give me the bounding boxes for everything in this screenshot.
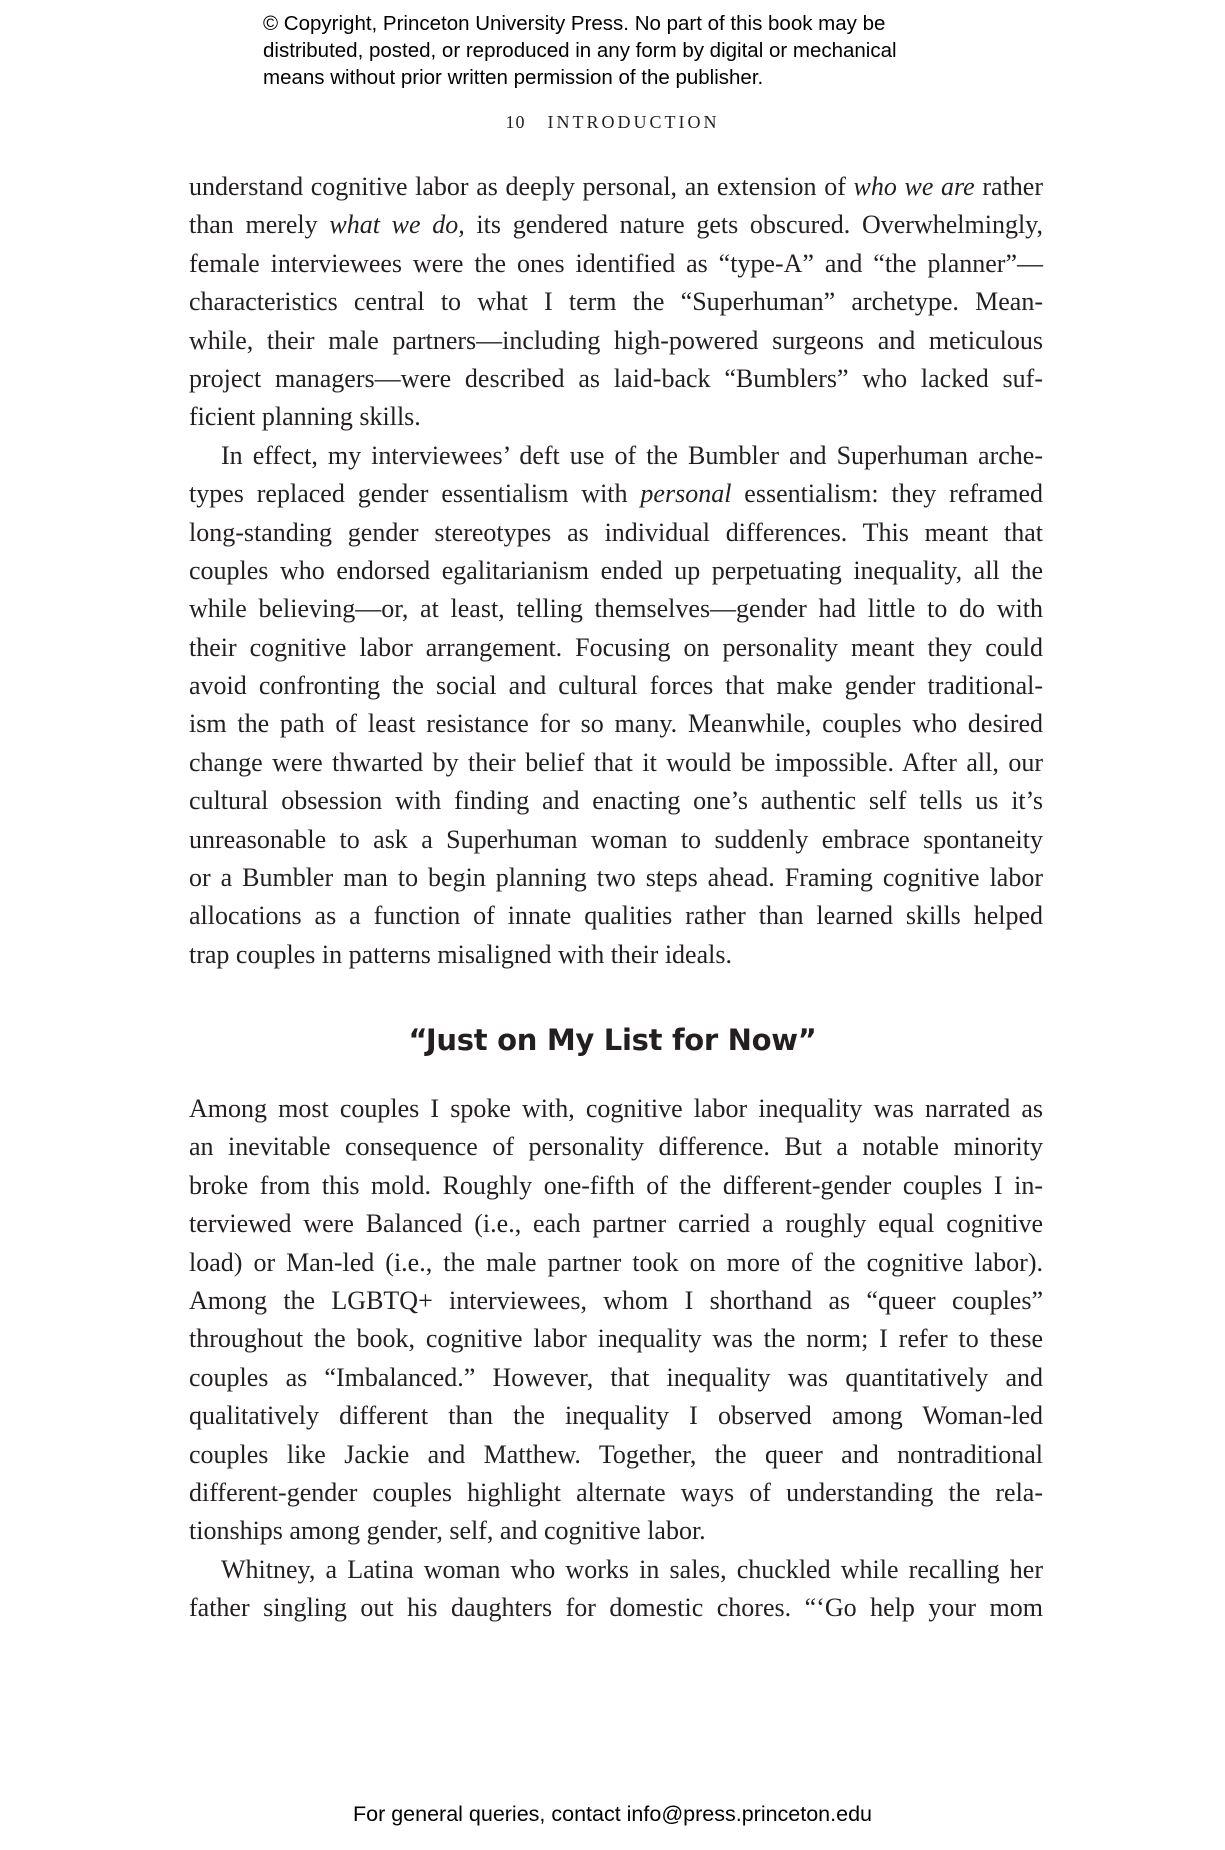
text-line: In effect, my interviewees’ deft use of the Bumbler and Superhuman arche- — [221, 440, 1043, 470]
page-number: 10 — [505, 112, 526, 132]
copyright-line: means without prior written permission of the publisher. — [263, 66, 764, 89]
text-line: different-gender couples highlight alternate ways of understanding the rela- — [189, 1477, 1043, 1507]
text-line: qualitatively different than the inequality I observed among Woman-led — [189, 1401, 1043, 1431]
copyright-line: distributed, posted, or reproduced in any form by digital or mechanical — [263, 39, 897, 62]
text-line: throughout the book, cognitive labor inequality was the norm; I refer to these — [189, 1324, 1043, 1354]
section-heading: “Just on My List for Now” — [408, 1023, 817, 1057]
paragraph — [189, 1551, 1043, 1628]
text-line: couples who endorsed egalitarianism ended up perpetuating inequality, all the — [189, 555, 1043, 585]
text-line: father singling out his daughters for domestic chores. “‘Go help your mom — [189, 1593, 1043, 1623]
text-line: or a Bumbler man to begin planning two steps ahead. Framing cognitive labor — [189, 863, 1043, 893]
copyright-line: © Copyright, Princeton University Press. No part of this book may be — [263, 12, 886, 35]
body-text-top — [189, 168, 1043, 974]
text-line: female interviewees were the ones identified as “type-A” and “the planner”— — [189, 248, 1043, 278]
text-line: avoid confronting the social and cultural forces that make gender traditional- — [189, 671, 1043, 701]
text-line: tionships among gender, self, and cognitive labor. — [189, 1516, 706, 1546]
text-line: while believing—or, at least, telling themselves—gender had little to do with — [189, 594, 1043, 624]
text-line: ficient planning skills. — [189, 402, 421, 432]
text-line: than merely what we do, its gendered nature gets obscured. Overwhelmingly, — [189, 210, 1043, 240]
copyright-notice — [263, 10, 983, 91]
paragraph — [189, 168, 1043, 437]
footer-contact: For general queries, contact info@press.princeton.edu — [352, 1802, 872, 1826]
text-line: allocations as a function of innate qualities rather than learned skills helped — [189, 901, 1043, 931]
text-line: Among most couples I spoke with, cognitive labor inequality was narrated as — [189, 1094, 1043, 1123]
text-line: broke from this mold. Roughly one-fifth of the different-gender couples I in- — [189, 1170, 1043, 1200]
paragraph — [189, 1090, 1043, 1551]
text-line: change were thwarted by their belief that it would be impossible. After all, our — [189, 747, 1043, 777]
paragraph — [189, 437, 1043, 974]
running-head — [0, 112, 1225, 133]
text-line: their cognitive labor arrangement. Focusing on personality meant they could — [189, 632, 1043, 662]
text-line: project managers—were described as laid-back “Bumblers” who lacked suf- — [189, 363, 1043, 393]
text-line: unreasonable to ask a Superhuman woman to suddenly embrace spontaneity — [189, 824, 1043, 854]
body-text-bottom — [189, 1090, 1043, 1627]
running-head-title: INTRODUCTION — [547, 112, 720, 132]
text-line: an inevitable consequence of personality difference. But a notable minority — [189, 1132, 1043, 1162]
text-line: trap couples in patterns misaligned with their ideals. — [189, 939, 732, 969]
text-line: understand cognitive labor as deeply personal, an extension of who we are rather — [189, 172, 1044, 201]
text-line: ism the path of least resistance for so many. Meanwhile, couples who desired — [189, 709, 1043, 739]
text-line: while, their male partners—including high-powered surgeons and meticulous — [189, 325, 1043, 355]
text-line: load) or Man-led (i.e., the male partner took on more of the cognitive labor). — [189, 1247, 1043, 1277]
text-line: terviewed were Balanced (i.e., each partner carried a roughly equal cognitive — [189, 1209, 1043, 1239]
text-line: cultural obsession with finding and enacting one’s authentic self tells us it’s — [189, 786, 1043, 816]
text-line: types replaced gender essentialism with personal essentialism: they reframed — [189, 479, 1043, 509]
text-line: characteristics central to what I term the “Superhuman” archetype. Mean- — [189, 287, 1043, 317]
text-line: long-standing gender stereotypes as individual differences. This meant that — [189, 517, 1043, 547]
text-line: Whitney, a Latina woman who works in sales, chuckled while recalling her — [221, 1554, 1043, 1584]
text-line: couples like Jackie and Matthew. Together, the queer and nontraditional — [189, 1439, 1043, 1469]
text-line: Among the LGBTQ+ interviewees, whom I shorthand as “queer couples” — [189, 1285, 1043, 1315]
text-line: couples as “Imbalanced.” However, that inequality was quantitatively and — [189, 1362, 1043, 1392]
